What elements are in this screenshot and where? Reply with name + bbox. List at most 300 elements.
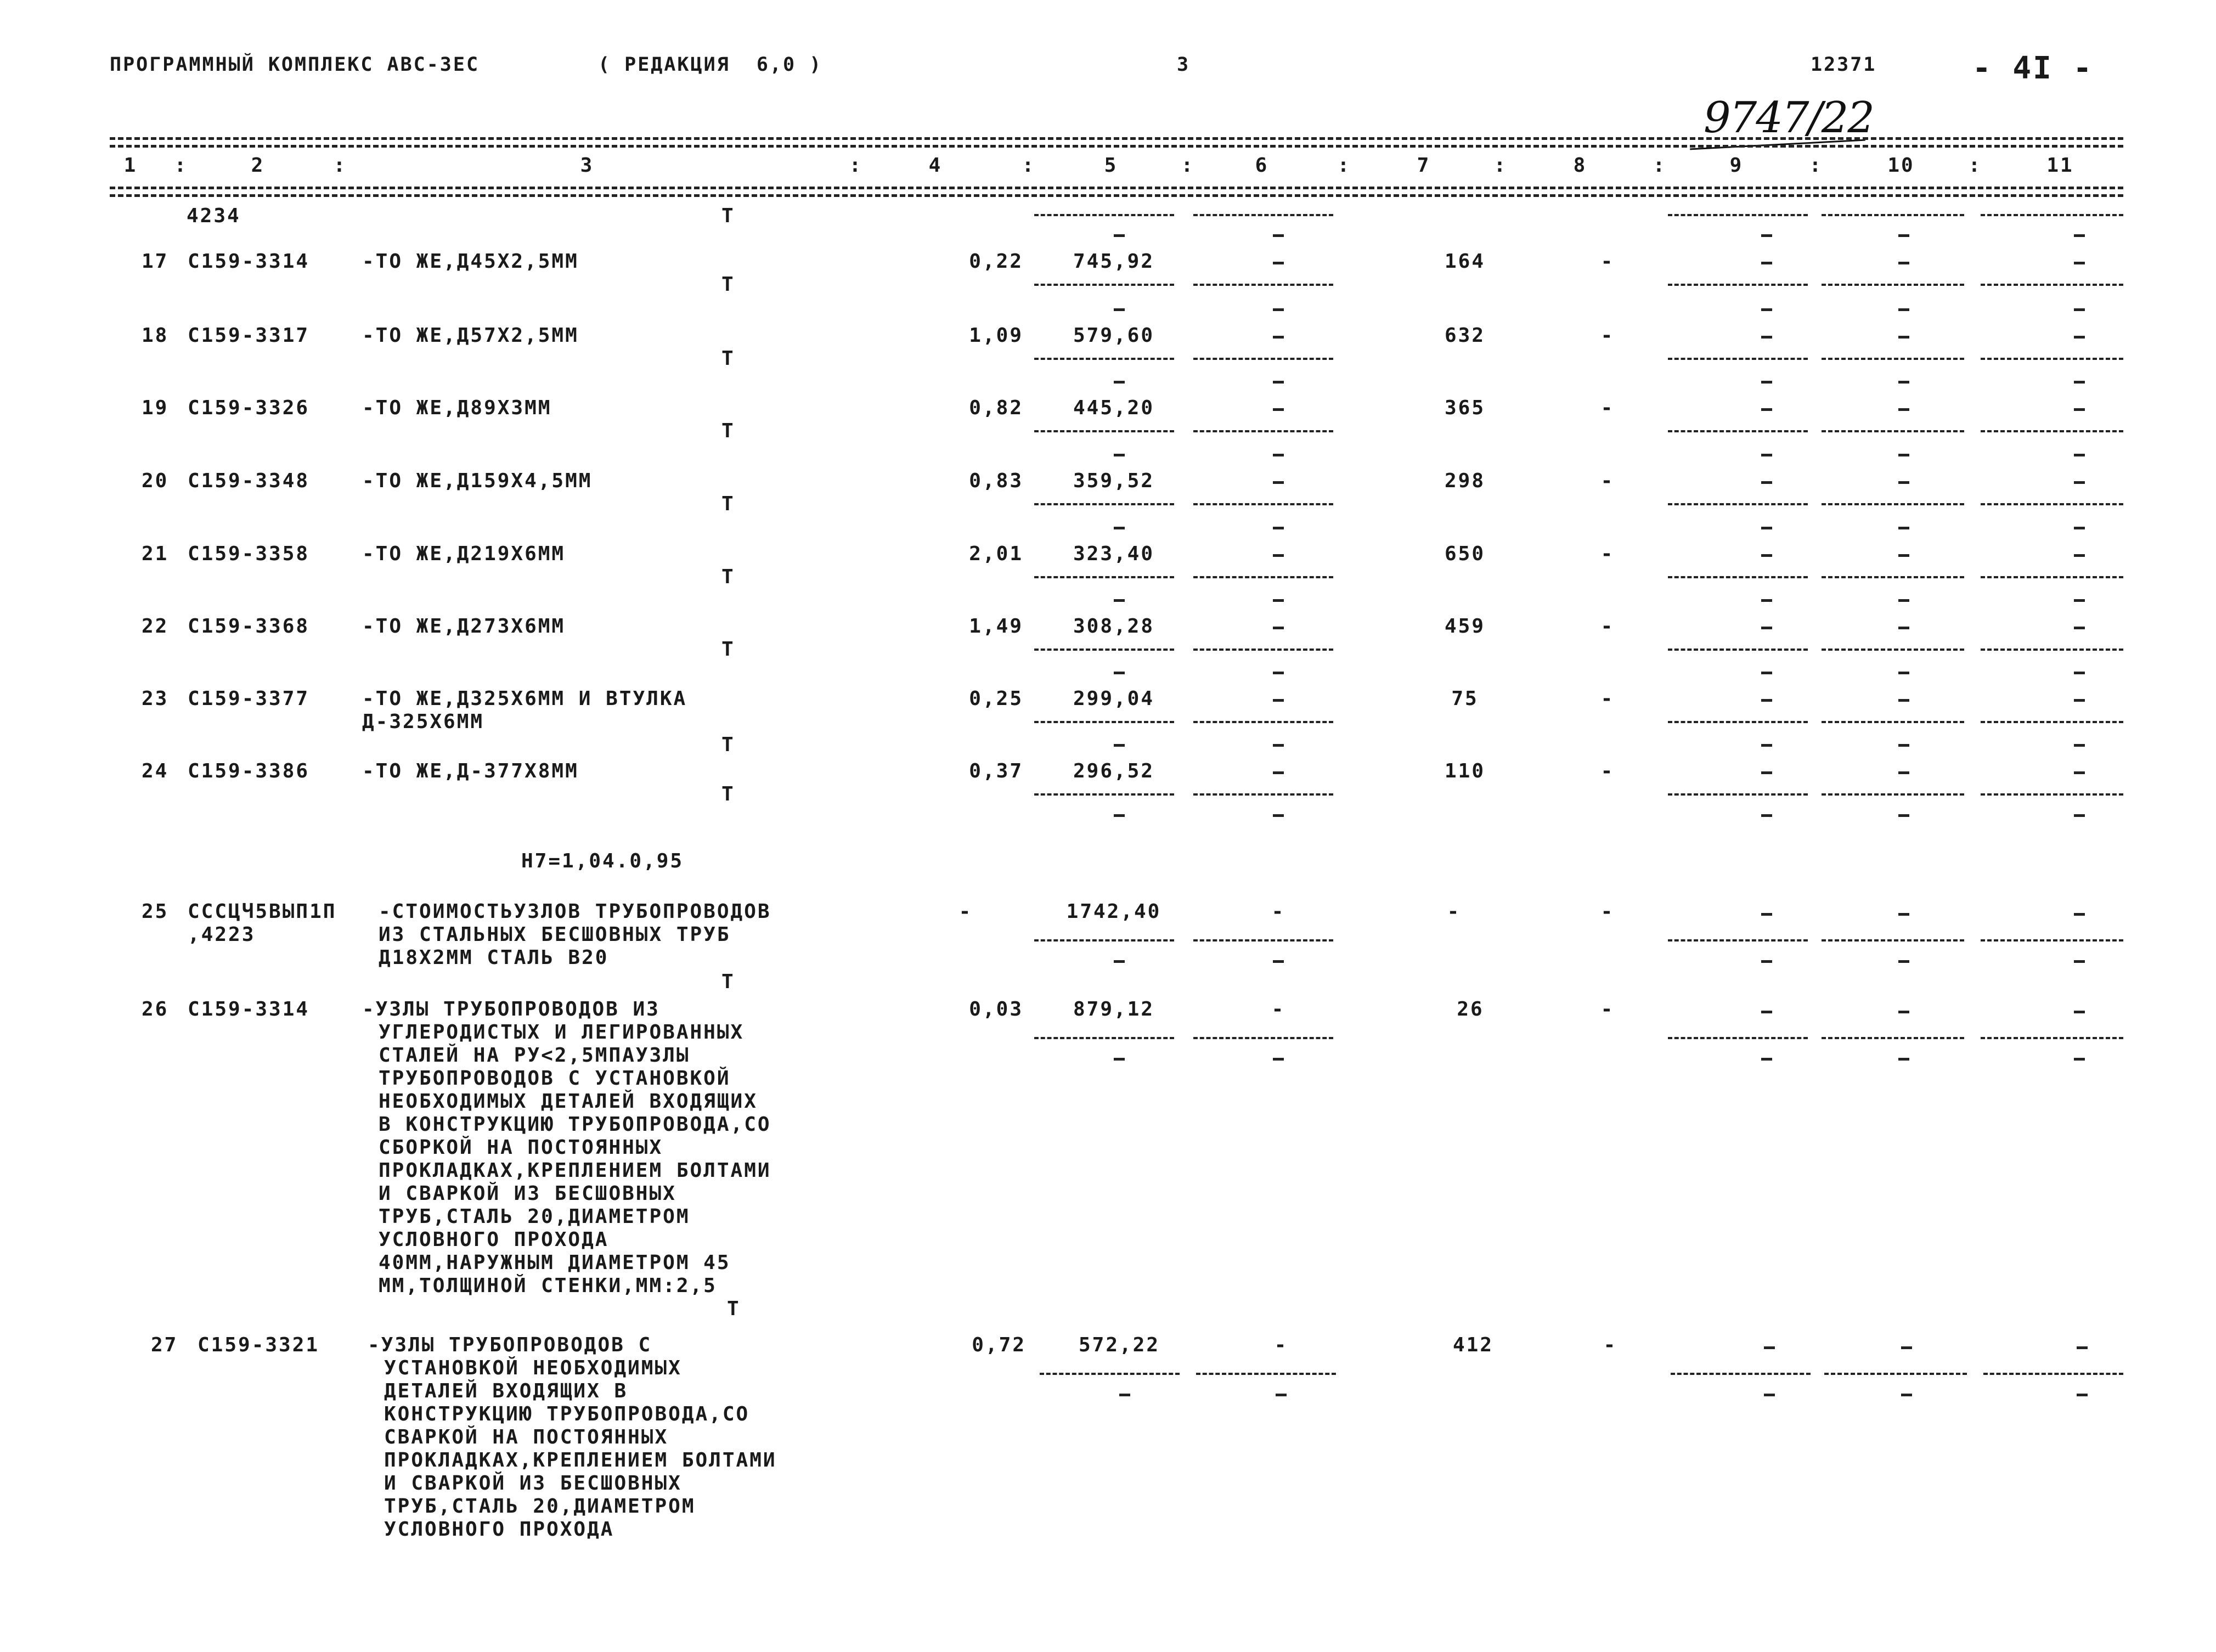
fraction-line (1193, 649, 1333, 651)
row-name: ПРОКЛАДКАХ,КРЕПЛЕНИЕМ БОЛТАМИ (384, 1449, 777, 1471)
dash-mark (2074, 771, 2085, 774)
fraction-line (1983, 1373, 2123, 1375)
dash-mark (1898, 454, 1909, 456)
fraction-line (1668, 1037, 1808, 1039)
dash-mark (1898, 336, 1909, 339)
row-number: 17 (142, 250, 169, 273)
dash-mark (1114, 960, 1125, 963)
row-code: С159-3314 (188, 998, 310, 1020)
dash-mark (1898, 744, 1909, 747)
dash-mark (1114, 381, 1125, 384)
fraction-line (1034, 503, 1174, 505)
row-c7: 164 (1444, 250, 1486, 273)
dash-mark (1898, 527, 1909, 529)
row-code: С159-3358 (188, 543, 310, 565)
row-c7: 632 (1444, 324, 1486, 347)
dash-mark (1764, 1394, 1775, 1396)
dash-mark (2074, 913, 2085, 916)
row-unit-t: T (721, 734, 735, 756)
row-name: Д18Х2ММ СТАЛЬ В20 (379, 946, 609, 969)
dash-mark (1898, 814, 1909, 817)
col-separator: : (1337, 154, 1351, 177)
dash-mark (1761, 554, 1772, 557)
row-unit-t: T (721, 347, 735, 370)
row-c8: - (1603, 1334, 1617, 1356)
col-header-9: 9 (1729, 154, 1744, 177)
row-name: Д-325Х6ММ (362, 711, 484, 733)
dash-mark (1764, 1346, 1775, 1349)
row-name: 40ММ,НАРУЖНЫМ ДИАМЕТРОМ 45 (379, 1251, 731, 1274)
dash-mark (1761, 336, 1772, 339)
dash-mark (1761, 599, 1772, 602)
fraction-line (1034, 649, 1174, 651)
fraction-line (1981, 503, 2123, 505)
row-name: ДЕТАЛЕЙ ВХОДЯЩИХ В (384, 1380, 628, 1402)
row-c5: 296,52 (1073, 760, 1155, 782)
col-separator: : (333, 154, 347, 177)
row-name: -ТО ЖЕ,Д273Х6ММ (362, 615, 566, 638)
row-name: СТАЛЕЙ НА РУ<2,5МПАУЗЛЫ (379, 1044, 690, 1067)
dash-mark (1761, 744, 1772, 747)
fraction-line (1668, 576, 1808, 578)
row-number: 18 (142, 324, 169, 347)
row-name: -ТО ЖЕ,Д159Х4,5ММ (362, 470, 593, 492)
row-code: С159-3348 (188, 470, 310, 492)
dash-mark (1761, 771, 1772, 774)
row-c4: 0,37 (969, 760, 1023, 782)
fraction-line (1822, 214, 1964, 216)
fraction-line (1668, 939, 1808, 941)
dash-mark (1761, 481, 1772, 484)
edition-label: ( РЕДАКЦИЯ 6,0 ) (598, 54, 823, 76)
row-c4: 0,03 (969, 998, 1023, 1020)
dash-mark (1273, 408, 1284, 411)
row-code: С159-3326 (188, 397, 310, 419)
dash-mark (2074, 527, 2085, 529)
fraction-line (1034, 430, 1174, 432)
col-header-8: 8 (1573, 154, 1587, 177)
page-number: - 4I - (1972, 50, 2094, 86)
fraction-line (1668, 793, 1808, 796)
row-unit-t: T (721, 971, 735, 993)
dash-mark (1273, 814, 1284, 817)
fraction-line (1981, 214, 2123, 216)
fraction-line (1822, 576, 1964, 578)
dash-mark (1898, 481, 1909, 484)
fraction-line (1034, 721, 1174, 723)
dash-mark (2074, 381, 2085, 384)
fraction-line (1193, 284, 1333, 286)
row-c8: - (1600, 900, 1615, 923)
row-c4: 0,83 (969, 470, 1023, 492)
row-c6: - (1271, 998, 1285, 1020)
fraction-line (1193, 358, 1333, 360)
dash-mark (1898, 960, 1909, 963)
dash-mark (2074, 672, 2085, 674)
fraction-line (1668, 649, 1808, 651)
row-name: -СТОИМОСТЬУЗЛОВ ТРУБОПРОВОДОВ (379, 900, 771, 923)
fraction-line (1824, 1373, 1967, 1375)
col-separator: : (1653, 154, 1667, 177)
dash-mark (1901, 1394, 1912, 1396)
row-number: 23 (142, 687, 169, 710)
row-code: С159-3317 (188, 324, 310, 347)
row-code: С159-3368 (188, 615, 310, 638)
carry-unit-t: T (721, 205, 735, 227)
row-name: -УЗЛЫ ТРУБОПРОВОДОВ С (368, 1334, 652, 1356)
dash-mark (1761, 814, 1772, 817)
dash-mark (2074, 454, 2085, 456)
row-c7: 110 (1444, 760, 1486, 782)
dash-mark (1273, 960, 1284, 963)
dash-mark (1114, 234, 1125, 237)
row-c8: - (1600, 760, 1615, 782)
row-code: С159-3377 (188, 687, 310, 710)
col-header-7: 7 (1417, 154, 1431, 177)
dash-mark (2074, 408, 2085, 411)
dash-mark (1898, 627, 1909, 629)
row-c7: 412 (1452, 1334, 1494, 1356)
col-header-10: 10 (1887, 154, 1915, 177)
row-c4: 2,01 (969, 543, 1023, 565)
row-code: С159-3386 (188, 760, 310, 782)
dash-mark (1761, 1011, 1772, 1013)
dash-mark (1273, 234, 1284, 237)
fraction-line (1193, 721, 1333, 723)
row-c8: - (1600, 397, 1615, 419)
dash-mark (1114, 527, 1125, 529)
row-c5: 359,52 (1073, 470, 1155, 492)
fraction-line (1668, 358, 1808, 360)
dash-mark (1273, 527, 1284, 529)
coefficient-formula: Н7=1,04.0,95 (521, 850, 684, 872)
dash-mark (1276, 1394, 1287, 1396)
dash-mark (1273, 672, 1284, 674)
row-name: -ТО ЖЕ,Д325Х6ММ И ВТУЛКА (362, 687, 687, 710)
dash-mark (2074, 554, 2085, 557)
dash-mark (1273, 381, 1284, 384)
col-separator: : (174, 154, 188, 177)
row-number: 24 (142, 760, 169, 782)
col-header-1: 1 (123, 154, 138, 177)
row-c5: 323,40 (1073, 543, 1155, 565)
dash-mark (1114, 672, 1125, 674)
dash-mark (1761, 381, 1772, 384)
col-separator: : (1493, 154, 1508, 177)
fraction-line (1040, 1373, 1180, 1375)
table-header-bottom-rule (110, 187, 2123, 189)
row-c7: - (1447, 900, 1461, 923)
row-name: ММ,ТОЛЩИНОЙ СТЕНКИ,ММ:2,5 (379, 1275, 717, 1297)
row-number: 20 (142, 470, 169, 492)
row-c7: 298 (1444, 470, 1486, 492)
dash-mark (1898, 308, 1909, 311)
dash-mark (1898, 672, 1909, 674)
row-number: 26 (142, 998, 169, 1020)
row-name: ТРУБ,СТАЛЬ 20,ДИАМЕТРОМ (384, 1495, 696, 1518)
row-c4: 1,09 (969, 324, 1023, 347)
dash-mark (2074, 814, 2085, 817)
dash-mark (2074, 744, 2085, 747)
dash-mark (2074, 699, 2085, 702)
row-c8: - (1600, 687, 1615, 710)
row-unit-t: T (721, 783, 735, 805)
row-name: СБОРКОЙ НА ПОСТОЯННЫХ (379, 1136, 663, 1159)
fraction-line (1034, 358, 1174, 360)
dash-mark (1761, 960, 1772, 963)
fraction-line (1668, 214, 1808, 216)
row-name: УСЛОВНОГО ПРОХОДА (384, 1518, 614, 1541)
dash-mark (1273, 771, 1284, 774)
fraction-line (1193, 1037, 1333, 1039)
fraction-line (1981, 1037, 2123, 1039)
row-c6: - (1274, 1334, 1288, 1356)
dash-mark (1114, 454, 1125, 456)
row-c8: - (1600, 543, 1615, 565)
fraction-line (1193, 576, 1333, 578)
fraction-line (1668, 430, 1808, 432)
row-name: УГЛЕРОДИСТЫХ И ЛЕГИРОВАННЫХ (379, 1021, 745, 1044)
dash-mark (1273, 599, 1284, 602)
dash-mark (1761, 234, 1772, 237)
row-c5: 299,04 (1073, 687, 1155, 710)
dash-mark (1761, 408, 1772, 411)
dash-mark (2074, 1011, 2085, 1013)
dash-mark (2074, 1058, 2085, 1061)
fraction-line (1981, 430, 2123, 432)
row-name: ПРОКЛАДКАХ,КРЕПЛЕНИЕМ БОЛТАМИ (379, 1159, 771, 1182)
row-name: УСЛОВНОГО ПРОХОДА (379, 1228, 609, 1251)
table-header-bottom-rule-2 (110, 194, 2123, 197)
fraction-line (1981, 358, 2123, 360)
fraction-line (1981, 793, 2123, 796)
fraction-line (1668, 721, 1808, 723)
col-header-4: 4 (928, 154, 943, 177)
row-number: 27 (151, 1334, 178, 1356)
row-code: С159-3314 (188, 250, 310, 273)
row-name: -ТО ЖЕ,Д-377Х8ММ (362, 760, 579, 782)
dash-mark (1898, 554, 1909, 557)
fraction-line (1822, 430, 1964, 432)
dash-mark (1273, 699, 1284, 702)
row-unit-t: T (727, 1298, 741, 1320)
row-c7: 75 (1451, 687, 1479, 710)
dash-mark (2074, 599, 2085, 602)
dash-mark (1761, 1058, 1772, 1061)
row-c4: 1,49 (969, 615, 1023, 638)
dash-mark (1761, 527, 1772, 529)
row-name: В КОНСТРУКЦИЮ ТРУБОПРОВОДА,СО (379, 1113, 771, 1136)
fraction-line (1822, 721, 1964, 723)
dash-mark (1119, 1394, 1130, 1396)
fraction-line (1193, 793, 1333, 796)
row-c5: 572,22 (1078, 1334, 1160, 1356)
fraction-line (1822, 284, 1964, 286)
row-name: И СВАРКОЙ ИЗ БЕСШОВНЫХ (384, 1472, 682, 1495)
row-number: 22 (142, 615, 169, 638)
handwritten-inventory-number: 9747/22 (1704, 93, 1874, 143)
dash-mark (1761, 913, 1772, 916)
col-header-11: 11 (2046, 154, 2074, 177)
dash-mark (1761, 308, 1772, 311)
dash-mark (2074, 627, 2085, 629)
dash-mark (1761, 454, 1772, 456)
row-c8: - (1600, 470, 1615, 492)
carry-code: 4234 (187, 205, 241, 227)
col-separator: : (1968, 154, 1982, 177)
dash-mark (2077, 1394, 2088, 1396)
row-c4: 0,82 (969, 397, 1023, 419)
row-name: НЕОБХОДИМЫХ ДЕТАЛЕЙ ВХОДЯЩИХ (379, 1090, 758, 1113)
row-c8: - (1600, 998, 1615, 1020)
col-header-3: 3 (580, 154, 594, 177)
fraction-line (1668, 503, 1808, 505)
dash-mark (1273, 627, 1284, 629)
document-code: 12371 (1811, 54, 1877, 76)
row-c5: 445,20 (1073, 397, 1155, 419)
row-c5: 879,12 (1073, 998, 1155, 1020)
row-c5: 579,60 (1073, 324, 1155, 347)
dash-mark (2074, 308, 2085, 311)
row-c4: 0,72 (972, 1334, 1026, 1356)
fraction-line (1034, 793, 1174, 796)
row-unit-t: T (721, 493, 735, 515)
fraction-line (1981, 939, 2123, 941)
dash-mark (1273, 1058, 1284, 1061)
fraction-line (1034, 284, 1174, 286)
fraction-line (1034, 576, 1174, 578)
fraction-line (1822, 1037, 1964, 1039)
fraction-line (1034, 214, 1174, 216)
program-title: ПРОГРАММНЫЙ КОМПЛЕКС АВС-ЗЕС (110, 54, 480, 76)
fraction-line (1193, 214, 1333, 216)
row-name: -ТО ЖЕ,Д89Х3ММ (362, 397, 552, 419)
fraction-line (1822, 503, 1964, 505)
dash-mark (1114, 1058, 1125, 1061)
row-c5: 308,28 (1073, 615, 1155, 638)
fraction-line (1196, 1373, 1336, 1375)
fraction-line (1193, 430, 1333, 432)
dash-mark (2074, 481, 2085, 484)
dash-mark (1898, 262, 1909, 264)
row-c4: 0,25 (969, 687, 1023, 710)
fraction-line (1822, 939, 1964, 941)
row-c8: - (1600, 615, 1615, 638)
fraction-line (1981, 721, 2123, 723)
row-name: ТРУБОПРОВОДОВ С УСТАНОВКОЙ (379, 1067, 731, 1090)
row-unit-t: T (721, 566, 735, 588)
fraction-line (1034, 939, 1174, 941)
fraction-line (1822, 793, 1964, 796)
table-top-rule-2 (110, 145, 2123, 148)
fraction-line (1193, 939, 1333, 941)
row-c7: 26 (1457, 998, 1484, 1020)
col-header-6: 6 (1255, 154, 1269, 177)
row-c5: 745,92 (1073, 250, 1155, 273)
fraction-line (1671, 1373, 1811, 1375)
row-c8: - (1600, 324, 1615, 347)
row-name: ТРУБ,СТАЛЬ 20,ДИАМЕТРОМ (379, 1205, 690, 1228)
fraction-line (1034, 1037, 1174, 1039)
row-name: -ТО ЖЕ,Д45Х2,5ММ (362, 250, 579, 273)
dash-mark (1898, 599, 1909, 602)
fraction-line (1668, 284, 1808, 286)
row-unit-t: T (721, 420, 735, 442)
row-code: С159-3321 (198, 1334, 320, 1356)
row-name: СВАРКОЙ НА ПОСТОЯННЫХ (384, 1426, 669, 1448)
row-c7: 459 (1444, 615, 1486, 638)
row-c4: - (958, 900, 973, 923)
dash-mark (1114, 599, 1125, 602)
row-name: УСТАНОВКОЙ НЕОБХОДИМЫХ (384, 1357, 682, 1379)
col-separator: : (1809, 154, 1823, 177)
row-code: СССЦЧ5ВЫП1П (188, 900, 337, 923)
row-unit-t: T (721, 273, 735, 296)
row-unit-t: T (721, 638, 735, 661)
dash-mark (1761, 672, 1772, 674)
row-name: КОНСТРУКЦИЮ ТРУБОПРОВОДА,СО (384, 1403, 750, 1425)
dash-mark (1761, 699, 1772, 702)
row-name: И СВАРКОЙ ИЗ БЕСШОВНЫХ (379, 1182, 676, 1205)
row-name: -ТО ЖЕ,Д219Х6ММ (362, 543, 566, 565)
dash-mark (1114, 308, 1125, 311)
dash-mark (1273, 308, 1284, 311)
dash-mark (1898, 234, 1909, 237)
dash-mark (1898, 408, 1909, 411)
dash-mark (2074, 234, 2085, 237)
row-name: ИЗ СТАЛЬНЫХ БЕСШОВНЫХ ТРУБ (379, 923, 731, 946)
fraction-line (1822, 358, 1964, 360)
dash-mark (1901, 1346, 1912, 1349)
dash-mark (2074, 960, 2085, 963)
dash-mark (1114, 744, 1125, 747)
dash-mark (1761, 262, 1772, 264)
page-center-number: 3 (1177, 54, 1191, 76)
row-c7: 365 (1444, 397, 1486, 419)
row-number: 21 (142, 543, 169, 565)
dash-mark (1898, 699, 1909, 702)
dash-mark (1898, 1011, 1909, 1013)
row-number: 25 (142, 900, 169, 923)
col-separator: : (849, 154, 863, 177)
col-header-2: 2 (251, 154, 265, 177)
row-c5: 1742,40 (1066, 900, 1161, 923)
dash-mark (1273, 481, 1284, 484)
dash-mark (1273, 454, 1284, 456)
dash-mark (1114, 814, 1125, 817)
row-name: -ТО ЖЕ,Д57Х2,5ММ (362, 324, 579, 347)
dash-mark (2077, 1346, 2088, 1349)
row-c4: 0,22 (969, 250, 1023, 273)
dash-mark (1273, 262, 1284, 264)
row-c7: 650 (1444, 543, 1486, 565)
fraction-line (1981, 649, 2123, 651)
fraction-line (1193, 503, 1333, 505)
dash-mark (1273, 744, 1284, 747)
dash-mark (1273, 554, 1284, 557)
fraction-line (1822, 649, 1964, 651)
table-top-rule (110, 137, 2123, 140)
col-header-5: 5 (1104, 154, 1118, 177)
fraction-line (1981, 576, 2123, 578)
row-number: 19 (142, 397, 169, 419)
col-separator: : (1022, 154, 1036, 177)
dash-mark (1898, 913, 1909, 916)
dash-mark (1273, 336, 1284, 339)
dash-mark (1898, 381, 1909, 384)
row-c6: - (1271, 900, 1285, 923)
dash-mark (1898, 771, 1909, 774)
